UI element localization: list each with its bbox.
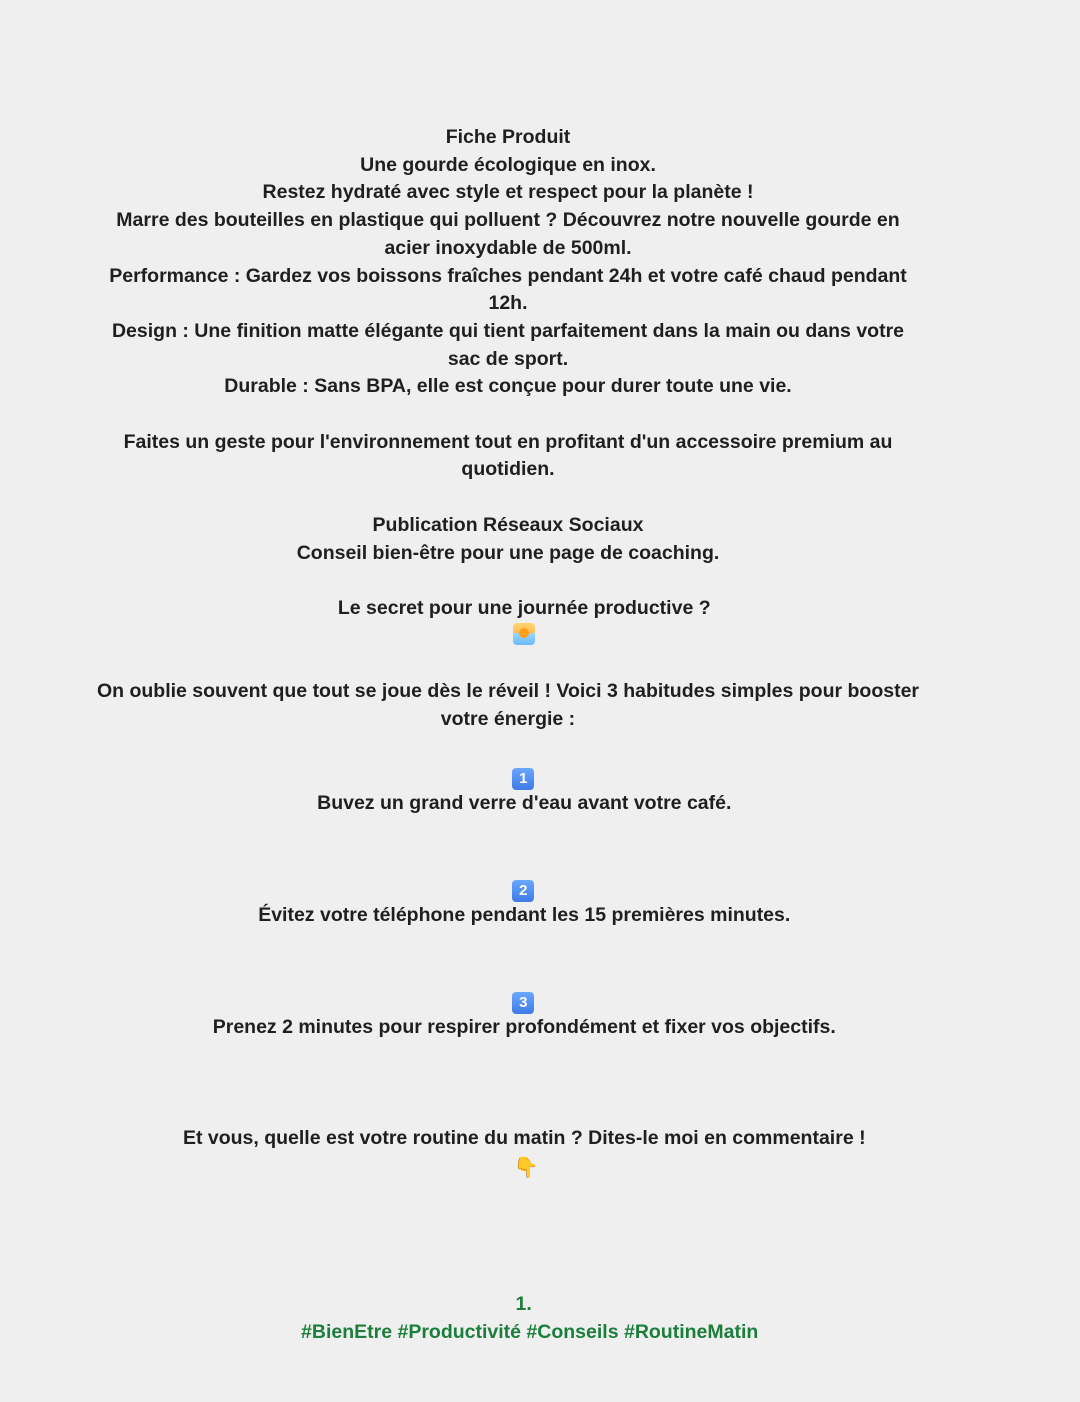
call-to-action-text: Et vous, quelle est votre routine du matin ? Dites-le moi en commentaire ! bbox=[182, 1127, 866, 1150]
spacer bbox=[60, 484, 956, 512]
social-post-hook bbox=[60, 567, 956, 678]
durable-line: Durable : Sans BPA, elle est conçue pour durer toute une vie. bbox=[224, 375, 792, 398]
product-tagline: Restez hydraté avec style et respect pour la planète ! bbox=[262, 181, 754, 204]
environment-line-2: quotidien. bbox=[461, 458, 555, 481]
pointing-down-icon: 👇 bbox=[513, 1156, 539, 1179]
product-sheet-heading: Fiche Produit bbox=[445, 126, 571, 148]
design-line-2: sac de sport. bbox=[447, 347, 569, 370]
list-number: 1. bbox=[515, 1293, 532, 1316]
environment-line-1: Faites un geste pour l'environnement tout en profitant d'un accessoire premium au bbox=[123, 430, 893, 453]
product-subtitle: Une gourde écologique en inox. bbox=[360, 153, 656, 176]
hashtags-text: #BienEtre #Productivité #Conseils #RoutineMatin bbox=[301, 1321, 759, 1344]
habit-item-2-text: Évitez votre téléphone pendant les 15 premières minutes. bbox=[258, 904, 791, 927]
product-intro-line-2: acier inoxydable de 500ml. bbox=[384, 236, 632, 259]
sunrise-icon bbox=[513, 623, 535, 645]
habit-item-1-text: Buvez un grand verre d'eau avant votre café. bbox=[317, 792, 732, 815]
product-intro-line-1: Marre des bouteilles en plastique qui polluent ? Découvrez notre nouvelle gourde en bbox=[116, 209, 900, 232]
performance-line-1: Performance : Gardez vos boissons fraîches pendant 24h et votre café chaud pendant bbox=[109, 264, 907, 287]
social-post-body-line-1: On oublie souvent que tout se joue dès le réveil ! Voici 3 habitudes simples pour booster bbox=[96, 680, 920, 703]
call-to-action bbox=[60, 1097, 956, 1208]
keycap-3-icon: 3 bbox=[512, 992, 534, 1014]
design-line-1: Design : Une finition matte élégante qui tient parfaitement dans la main ou dans votre bbox=[111, 319, 905, 342]
hashtags-list-item bbox=[60, 1208, 956, 1402]
performance-line-2: 12h. bbox=[488, 292, 528, 315]
spacer bbox=[60, 1070, 956, 1098]
habit-item-2 bbox=[60, 846, 956, 958]
social-post-subtitle: Conseil bien-être pour une page de coaching. bbox=[296, 541, 720, 564]
document-content bbox=[60, 124, 956, 1402]
keycap-2-icon: 2 bbox=[512, 880, 534, 902]
spacer bbox=[60, 401, 956, 429]
social-post-heading: Publication Réseaux Sociaux bbox=[372, 513, 644, 536]
keycap-1-icon: 1 bbox=[512, 768, 534, 790]
habit-item-3-text: Prenez 2 minutes pour respirer profondément et fixer vos objectifs. bbox=[212, 1016, 836, 1039]
habit-item-3 bbox=[60, 958, 956, 1070]
social-post-hook-text: Le secret pour une journée productive ? bbox=[337, 596, 711, 619]
habit-item-1 bbox=[60, 733, 956, 845]
social-post-body-line-2: votre énergie : bbox=[440, 707, 576, 730]
